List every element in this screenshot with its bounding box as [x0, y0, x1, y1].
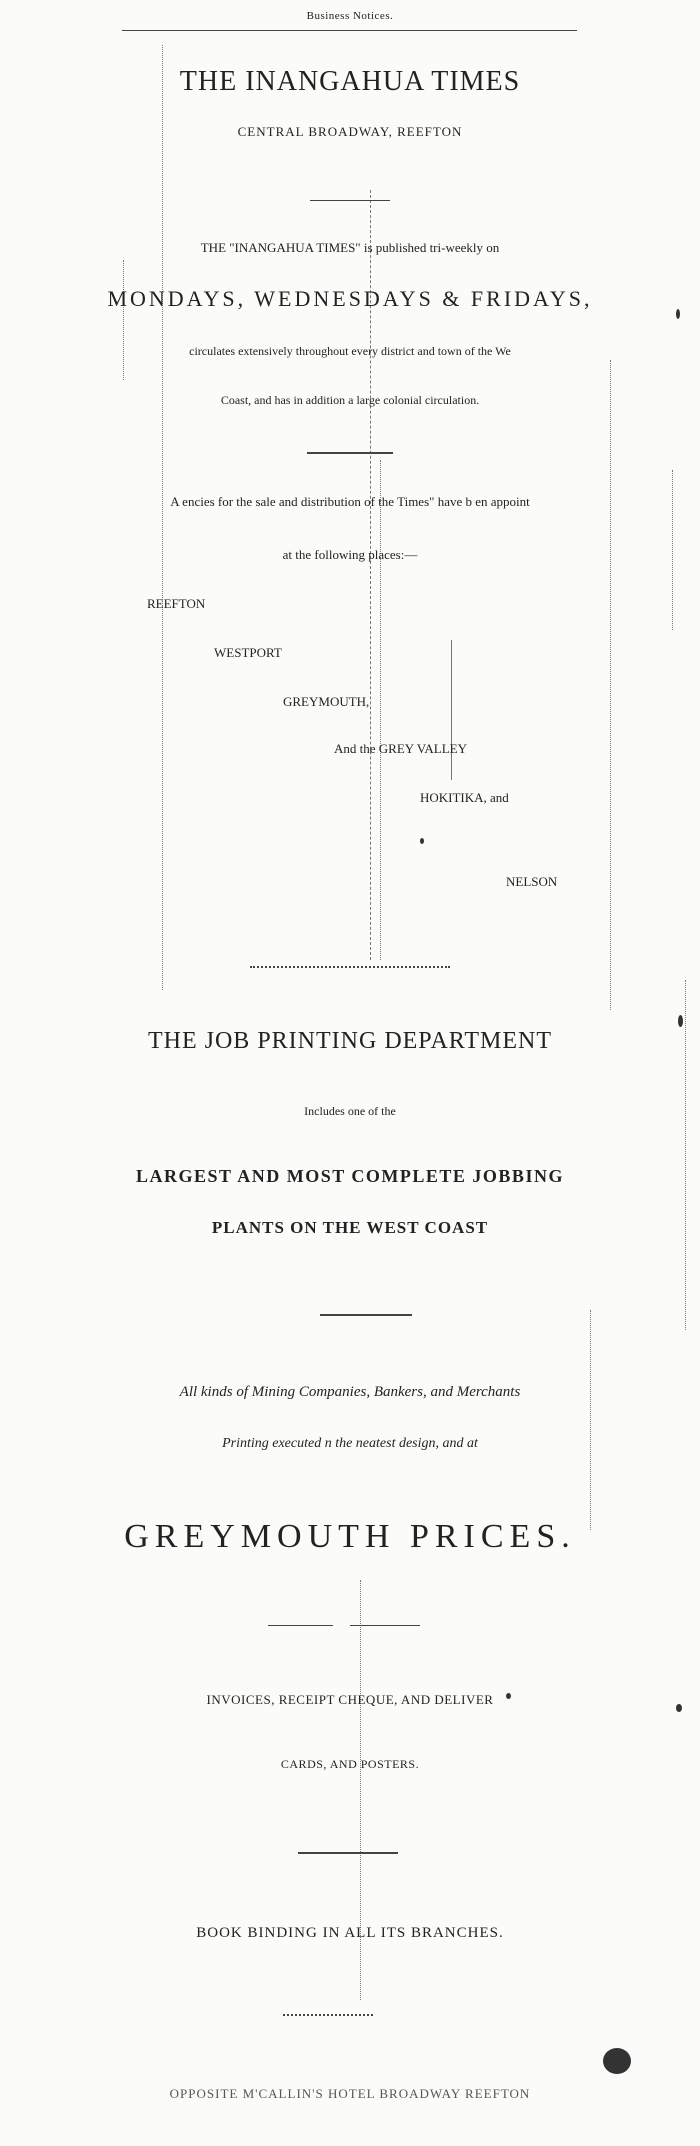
- ink-speck: [678, 1015, 683, 1027]
- ink-blot: [603, 2048, 631, 2074]
- place-reefton: REEFTON: [147, 596, 206, 611]
- section-rule: [298, 1852, 398, 1854]
- header-top-rule: [122, 30, 577, 31]
- section-rule: [320, 1314, 412, 1316]
- circulation-line-2: Coast, and has in addition a large colonial circulation.: [220, 393, 480, 407]
- crease-line: [610, 360, 611, 1010]
- ink-speck: [420, 838, 424, 844]
- includes-line: Includes one of the: [304, 1104, 396, 1118]
- publication-line: THE "INANGAHUA TIMES" is published tri-weekly on: [200, 240, 500, 255]
- ink-speck: [676, 309, 680, 319]
- place-greymouth: GREYMOUTH,: [283, 694, 370, 709]
- ink-speck: [506, 1693, 511, 1699]
- footer-address: OPPOSITE M'CALLIN'S HOTEL BROADWAY REEFTON: [169, 2086, 531, 2101]
- plants-line: PLANTS ON THE WEST COAST: [211, 1218, 489, 1237]
- place-grey-valley: And the GREY VALLEY: [334, 741, 468, 756]
- circulation-line-1: circulates extensively throughout every district and town of the We: [189, 344, 511, 358]
- book-binding-line: BOOK BINDING IN ALL ITS BRANCHES.: [196, 1925, 504, 1941]
- agencies-intro-2: at the following places:—: [282, 547, 418, 562]
- ornament-rule: [268, 1625, 333, 1626]
- crease-line: [451, 640, 452, 780]
- place-westport: WESTPORT: [214, 645, 282, 660]
- mining-companies-line: All kinds of Mining Companies, Bankers, and Merchants: [179, 1384, 521, 1400]
- invoices-line: INVOICES, RECEIPT CHEQUE, AND DELIVER: [206, 1692, 494, 1707]
- place-hokitika: HOKITIKA, and: [420, 790, 509, 805]
- newspaper-title: THE INANGAHUA TIMES: [179, 66, 521, 97]
- ornament-rule: [310, 200, 390, 201]
- agencies-intro: A encies for the sale and distribution of the Times" have b en appoint: [170, 494, 530, 509]
- crease-line: [162, 45, 163, 990]
- ornament-rule: [283, 2014, 373, 2016]
- cards-line: CARDS, AND POSTERS.: [280, 1757, 420, 1771]
- publication-days: MONDAYS, WEDNESDAYS & FRIDAYS,: [107, 286, 593, 311]
- crease-line: [590, 1310, 591, 1530]
- place-nelson: NELSON: [506, 874, 558, 889]
- job-printing-heading: THE JOB PRINTING DEPARTMENT: [147, 1028, 552, 1054]
- ornament-rule: [350, 1625, 420, 1626]
- largest-line: LARGEST AND MOST COMPLETE JOBBING: [136, 1166, 564, 1186]
- agencies-end-rule: [250, 966, 450, 968]
- greymouth-prices: GREYMOUTH PRICES.: [124, 1518, 576, 1555]
- ink-speck: [676, 1704, 682, 1712]
- section-label: Business Notices.: [306, 10, 394, 22]
- printing-executed-line: Printing executed n the neatest design, and at: [222, 1436, 478, 1451]
- crease-line: [380, 460, 381, 960]
- crease-line: [123, 260, 124, 380]
- section-rule: [307, 452, 393, 454]
- newspaper-address: CENTRAL BROADWAY, REEFTON: [237, 124, 463, 139]
